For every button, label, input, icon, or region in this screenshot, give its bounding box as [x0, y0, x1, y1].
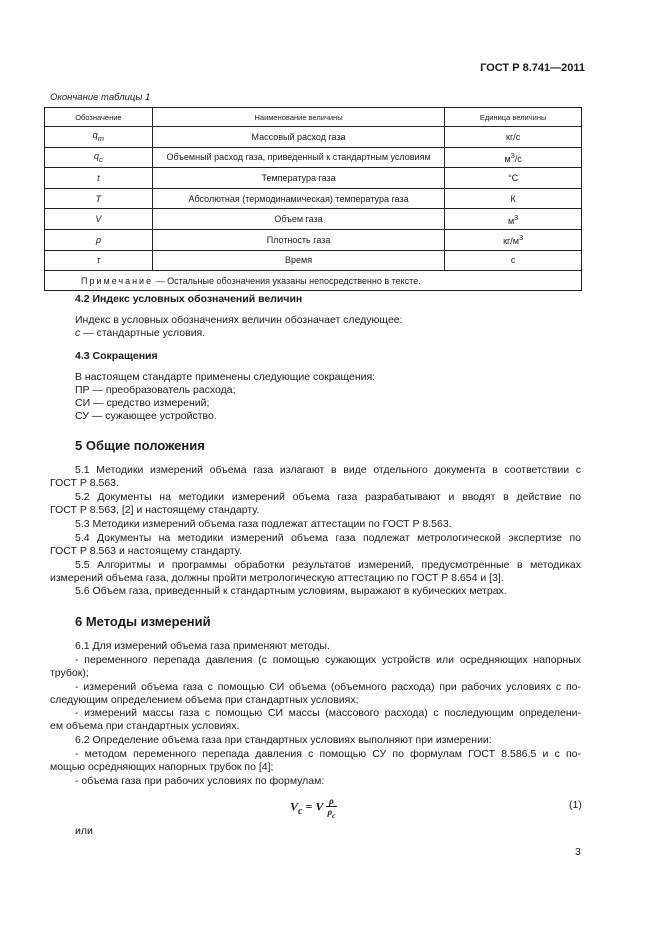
- table-row: [45, 188, 582, 209]
- unit-tail: /с: [514, 153, 522, 164]
- note-text: — Остальные обозначения указаны непосредственно в тексте.: [153, 275, 421, 286]
- table-note-row: [45, 271, 582, 291]
- abbreviation-item: СИ — средство измерений;: [75, 397, 210, 409]
- table-caption: Окончание таблицы 1: [50, 92, 151, 103]
- unit: м: [504, 153, 511, 164]
- connector-text: или: [75, 825, 93, 837]
- name-cell: Температура газа: [152, 168, 444, 189]
- symbol-cell: [45, 127, 153, 148]
- symbol-cell: τ: [45, 250, 153, 271]
- name-cell: Объем газа: [152, 209, 444, 230]
- unit-cell: К: [445, 188, 582, 209]
- name-cell: Объемный расход газа, приведенный к стандартным условиям: [152, 147, 444, 168]
- table-row: [45, 127, 582, 148]
- paragraph: ем объема при стандартных условиях.: [50, 720, 240, 732]
- unit-cell: с: [445, 250, 582, 271]
- table-row: [45, 168, 582, 189]
- formula-1: [290, 796, 337, 820]
- equation-number: (1): [569, 799, 582, 811]
- table-header-cell: Наименование величины: [152, 108, 444, 127]
- symbol: q: [92, 130, 98, 141]
- formula-numerator: ρ: [326, 796, 337, 807]
- symbol-cell: V: [45, 209, 153, 230]
- formula-den-sub: c: [332, 810, 336, 820]
- paragraph: следующим определением объема при стандартных условиях;: [50, 694, 359, 706]
- paragraph: мощью осредняющих напорных трубок по [4];: [50, 761, 274, 773]
- unit-cell: кг/с: [445, 127, 582, 148]
- section-title-4-3: 4.3 Сокращения: [75, 350, 158, 362]
- symbol-sub: c: [99, 154, 103, 164]
- formula-lhs: V: [290, 799, 299, 814]
- symbol-cell: ρ: [45, 229, 153, 250]
- section-title-6: 6 Методы измерений: [75, 614, 211, 629]
- table-row: [45, 147, 582, 168]
- symbol-cell: t: [45, 168, 153, 189]
- paragraph: - измерений объема газа с помощью СИ объема (объемного расхода) при рабочих условиях с по-: [75, 681, 581, 693]
- section-title-4-2: 4.2 Индекс условных обозначений величин: [75, 293, 303, 305]
- unit-cell: °С: [445, 168, 582, 189]
- abbreviation-item: СУ — сужающее устройство.: [75, 410, 217, 422]
- table-header-cell: Единица величины: [445, 108, 582, 127]
- paragraph: измерений объема газа, должны пройти метрологическую аттестацию по ГОСТ Р 8.654 и [3].: [50, 572, 504, 584]
- paragraph: ГОСТ Р 8.563 и настоящему стандарту.: [50, 545, 242, 557]
- formula-lhs-sub: c: [298, 806, 303, 818]
- formula-fraction: [326, 796, 337, 820]
- symbol-cell: [45, 147, 153, 168]
- unit-cell: [445, 229, 582, 250]
- paragraph: 5.6 Объем газа, приведенный к стандартным условиям, выражают в кубических метрах.: [75, 585, 507, 597]
- formula-denominator: [326, 807, 337, 820]
- paragraph: В настоящем стандарте применены следующие сокращения:: [75, 371, 376, 383]
- section-title-5: 5 Общие положения: [75, 438, 205, 453]
- index-symbol: с: [75, 327, 81, 339]
- document-header-id: ГОСТ Р 8.741—2011: [480, 62, 585, 74]
- paragraph: Индекс в условных обозначениях величин обозначает следующее:: [75, 314, 403, 326]
- paragraph: 5.2 Документы на методики измерений объема газа разрабатывают и вводят в действие по: [75, 491, 581, 503]
- table-row: [45, 229, 582, 250]
- formula-den-symbol: ρ: [327, 807, 333, 817]
- symbol: q: [94, 150, 100, 161]
- paragraph: 6.1 Для измерений объема газа применяют методы.: [75, 640, 330, 652]
- table-note: [45, 271, 582, 291]
- paragraph: ГОСТ Р 8.563.: [50, 477, 119, 489]
- page-number: 3: [575, 846, 581, 858]
- symbol-sub: m: [97, 134, 105, 144]
- symbols-table: [44, 107, 582, 291]
- index-text: — стандартные условия.: [80, 327, 206, 339]
- paragraph: 5.1 Методики измерений объема газа излагают в виде отдельного документа в соответствии с: [75, 464, 581, 476]
- formula-equals: =: [302, 799, 316, 814]
- abbreviation-item: ПР — преобразователь расхода;: [75, 384, 236, 396]
- name-cell: Плотность газа: [152, 229, 444, 250]
- paragraph: ГОСТ Р 8.563, [2] и настоящему стандарту.: [50, 504, 260, 516]
- unit-sup: 3: [519, 233, 524, 243]
- table-row: [45, 250, 582, 271]
- name-cell: Абсолютная (термодинамическая) температура газа: [152, 188, 444, 209]
- unit-cell: [445, 147, 582, 168]
- table-header-cell: Обозначение: [45, 108, 153, 127]
- unit: м: [507, 215, 515, 226]
- symbol-cell: T: [45, 188, 153, 209]
- paragraph: - переменного перепада давления (с помощью сужающих устройств или осредняющих напорных: [75, 654, 581, 666]
- table-row: [45, 209, 582, 230]
- unit: кг/м: [503, 236, 519, 247]
- paragraph: 5.4 Документы на методики измерений объема газа подлежат метрологической экспертизе по: [75, 532, 581, 544]
- table-header-row: [45, 108, 582, 127]
- paragraph: 5.3 Методики измерений объема газа подлежат аттестации по ГОСТ Р 8.563.: [75, 518, 452, 530]
- paragraph: - измерений массы газа с помощью СИ массы (массового расхода) с последующим определени-: [75, 707, 581, 719]
- unit-sup: 3: [510, 150, 515, 160]
- paragraph: 5.5 Алгоритмы и программы обработки результатов измерений, предусмотренные в методиках: [75, 559, 581, 571]
- formula-v: V: [315, 799, 324, 814]
- unit-cell: [445, 209, 582, 230]
- paragraph: трубок);: [50, 667, 89, 679]
- paragraph: - объема газа при рабочих условиях по формулам:: [75, 775, 325, 787]
- paragraph: 6.2 Определение объема газа при стандартных условиях выполняют при измерении:: [75, 734, 492, 746]
- note-label: Примечание: [81, 275, 154, 286]
- name-cell: Время: [152, 250, 444, 271]
- name-cell: Массовый расход газа: [152, 127, 444, 148]
- paragraph: [75, 327, 205, 339]
- unit-sup: 3: [514, 212, 519, 222]
- paragraph: - методом переменного перепада давления с помощью СУ по формулам ГОСТ 8.586.5 и с по-: [75, 748, 581, 760]
